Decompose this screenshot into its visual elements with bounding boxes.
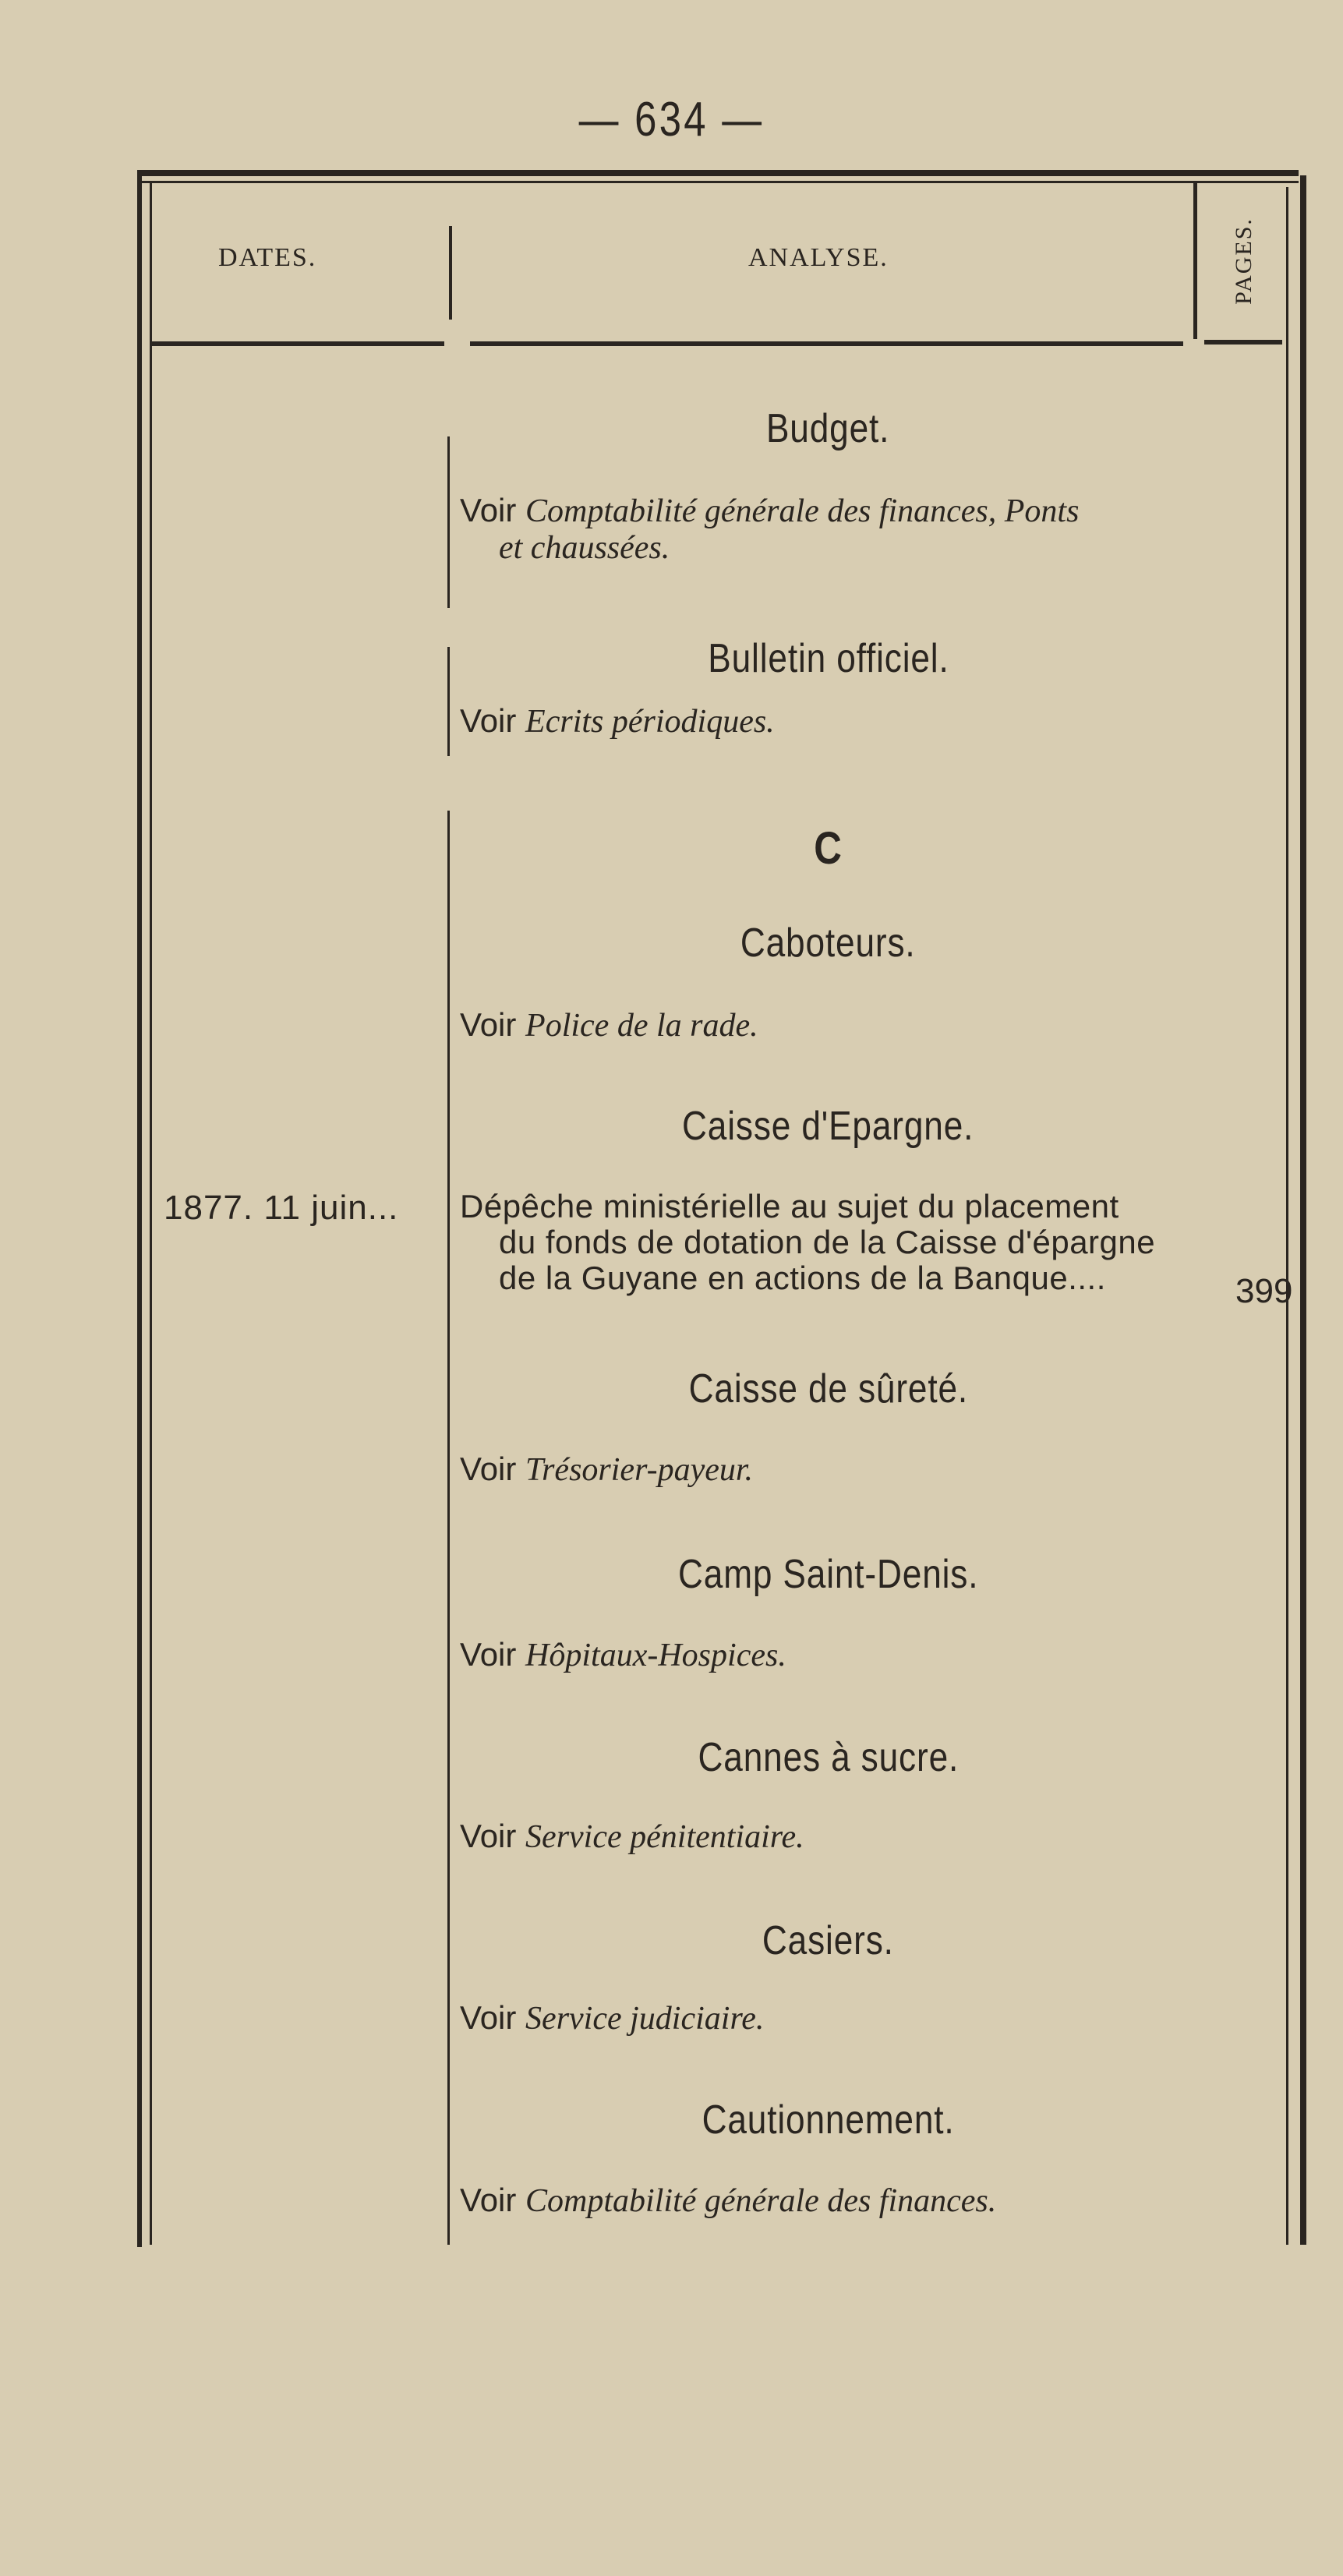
section-heading: Bulletin officiel.	[707, 636, 949, 681]
left-border	[137, 170, 142, 2247]
column-rule	[447, 436, 450, 608]
cross-reference: Voir Trésorier-payeur.	[460, 1451, 754, 1488]
column-rule	[447, 647, 450, 756]
dates-header-underline	[152, 341, 444, 346]
right-border	[1300, 175, 1306, 2245]
section-heading: Caisse de sûreté.	[688, 1366, 968, 1412]
page-number: — 634 —	[578, 93, 765, 147]
top-rule-thin	[137, 181, 1299, 183]
entry-date: 1877. 11 juin...	[164, 1189, 399, 1227]
header-analyse: ANALYSE.	[748, 243, 889, 272]
cross-reference: Voir Comptabilité générale des finances.	[460, 2182, 997, 2219]
section-heading: Cannes à sucre.	[698, 1735, 959, 1780]
entry-description: Dépêche ministérielle au sujet du placement du fonds de dotation de la Caisse d'épargne de la Guyane en actions de la Banque....	[460, 1188, 1156, 1296]
letter-heading: C	[814, 823, 843, 874]
cross-reference: Voir Hôpitaux-Hospices.	[460, 1636, 786, 1673]
top-rule	[137, 170, 1299, 176]
cross-reference: Voir Comptabilité générale des finances, Ponts et chaussées.	[460, 492, 1080, 566]
section-heading: Camp Saint-Denis.	[677, 1552, 979, 1597]
entry-page-ref: 399	[1235, 1272, 1293, 1310]
cross-reference: Voir Police de la rade.	[460, 1006, 758, 1044]
column-rule	[447, 2027, 450, 2245]
right-border-inner	[1286, 187, 1288, 2245]
dates-column-divider	[449, 226, 452, 320]
pages-header-underline	[1204, 340, 1282, 345]
section-heading: Cautionnement.	[702, 2097, 955, 2143]
left-border-inner	[150, 183, 152, 2245]
section-heading: Caisse d'Epargne.	[682, 1104, 974, 1149]
pages-column-divider	[1193, 183, 1197, 339]
header-pages-label: PAGES.	[1231, 217, 1256, 305]
section-heading: Budget.	[766, 406, 890, 451]
section-heading: Caboteurs.	[740, 921, 916, 966]
section-heading: Casiers.	[762, 1918, 894, 1963]
header-dates: DATES.	[218, 243, 317, 272]
column-rule	[447, 1122, 450, 2027]
analyse-header-underline	[470, 341, 1183, 346]
cross-reference: Voir Service judiciaire.	[460, 1999, 765, 2037]
cross-reference: Voir Ecrits périodiques.	[460, 702, 775, 740]
column-rule	[447, 811, 450, 1122]
header-pages	[1216, 195, 1272, 327]
cross-reference: Voir Service pénitentiaire.	[460, 1818, 804, 1855]
